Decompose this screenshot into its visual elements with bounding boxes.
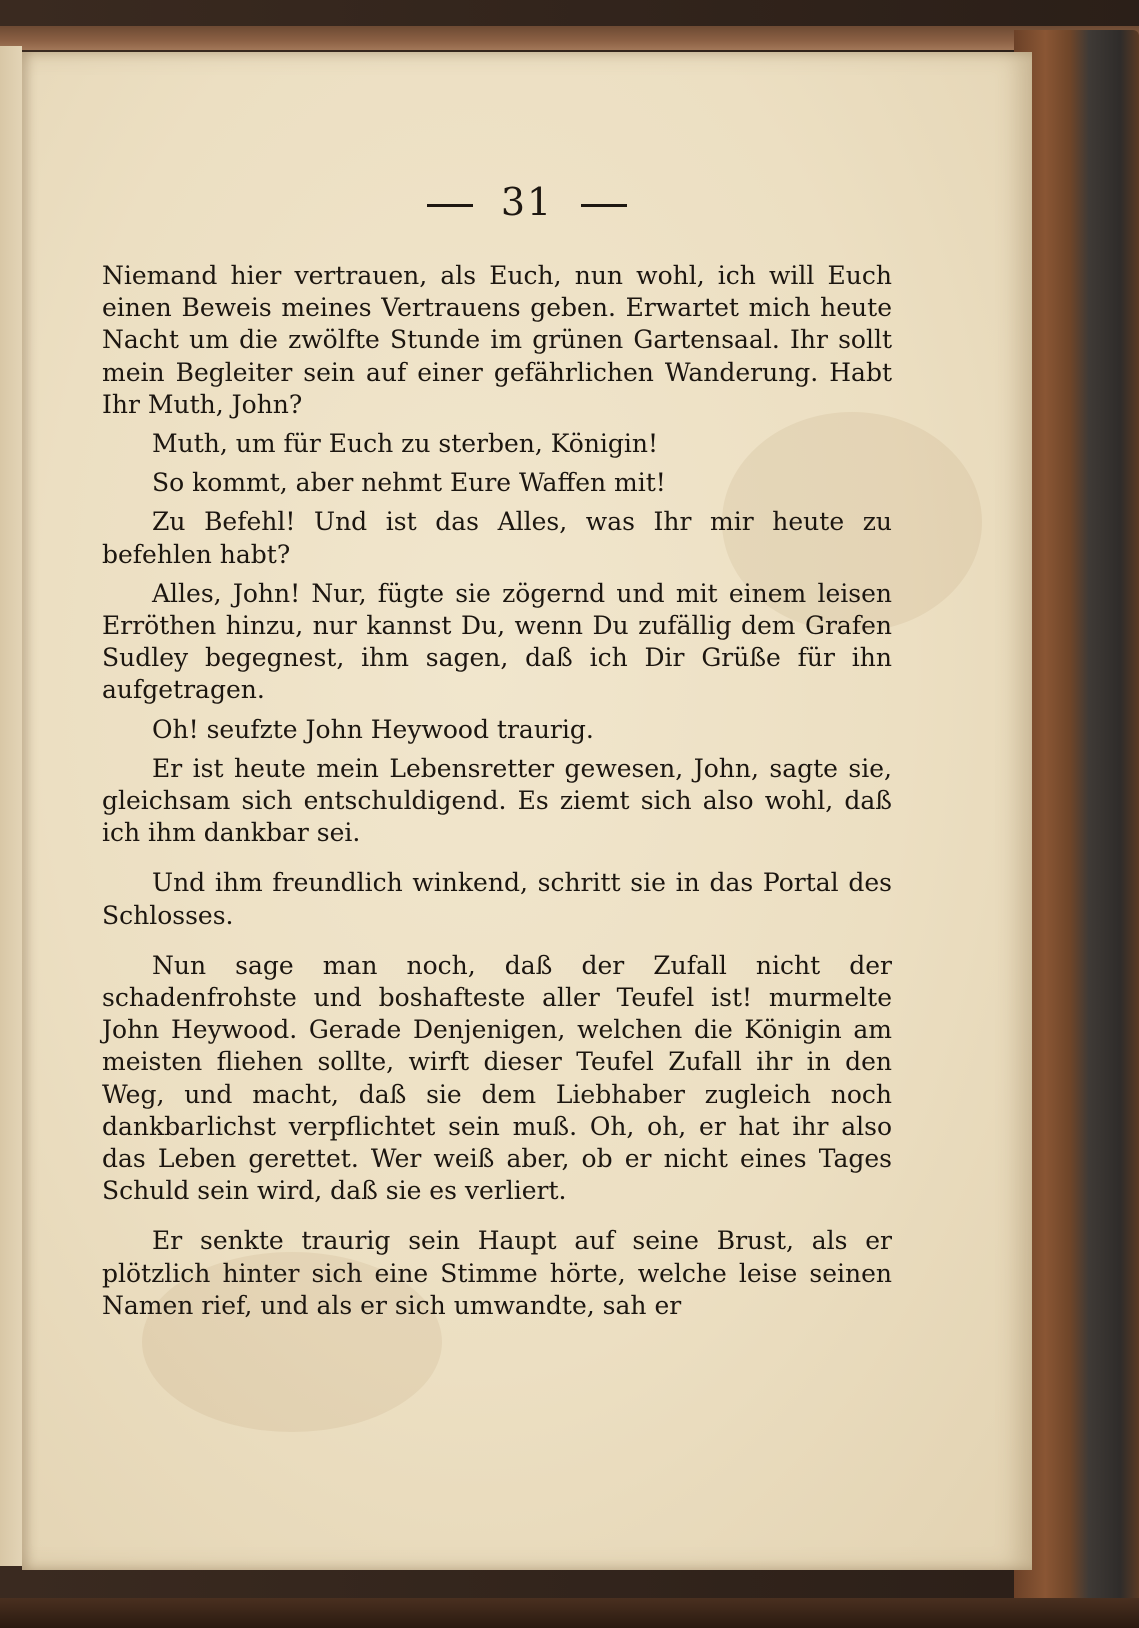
book-cover-top-edge [0,26,1139,50]
previous-page-edge [0,46,22,1566]
paragraph: Er ist heute mein Lebensretter gewesen, John, sagte sie, gleichsam sich entschuldigend. Es ziemt sich also wohl, daß ich ihm dankbar sei. [102,753,892,848]
paragraph: Alles, John! Nur, fügte sie zögernd und mit einem leisen Erröthen hinzu, nur kannst Du, wenn Du zufällig dem Grafen Sudley begegnest, ihm sagen, daß ich Dir Grüße für ihn aufgetragen. [102,578,892,705]
paragraph: Oh! seufzte John Heywood traurig. [152,714,594,744]
book-page [22,52,1032,1570]
paragraph: Er senkte traurig sein Haupt auf seine Brust, als er plötzlich hinter sich eine Stimme hörte, welche leise seinen Namen rief, und als er sich umwandte, sah er [102,1226,892,1320]
paragraph: Nun sage man noch, daß der Zufall nicht der schadenfrohste und boshafteste aller Teufel ist! murmelte John Heywood. Gerade Denjenigen, welchen die Königin am meisten fliehen sollte, wirft dieser Teufel Zufall ihr in den Weg, und macht, daß sie dem Liebhaber zugleich noch dankbarlichst verpflichtet sein muß. Oh, oh, er hat ihr also das Leben gerettet. Wer weiß aber, ob er nicht eines Tages Schuld sein wird, daß sie es verliert. [102,950,892,1206]
book-cover-right-edge [1014,30,1139,1605]
paragraph: Zu Befehl! Und ist das Alles, was Ihr mir heute zu befehlen habt? [102,507,892,569]
page-number [22,180,1032,224]
book-cover-bottom-edge [0,1598,1139,1628]
paragraph: Muth, um für Euch zu sterben, Königin! [152,429,659,459]
page-number-value: 31 [500,180,554,224]
paragraph: So kommt, aber nehmt Eure Waffen mit! [152,468,666,498]
paragraph: Und ihm freundlich winkend, schritt sie in das Portal des Schlosses. [102,868,892,930]
paragraph: Niemand hier vertrauen, als Euch, nun wohl, ich will Euch einen Beweis meines Vertrauens geben. Erwartet mich heute Nacht um die zwölfte Stunde im grünen Gartensaal. Ihr sollt mein Begleiter sein auf einer gefährlichen Wanderung. Habt Ihr Muth, John? [102,261,892,419]
page-number-dash-left [427,204,473,207]
page-number-dash-right [581,204,627,207]
body-text [102,260,892,1322]
